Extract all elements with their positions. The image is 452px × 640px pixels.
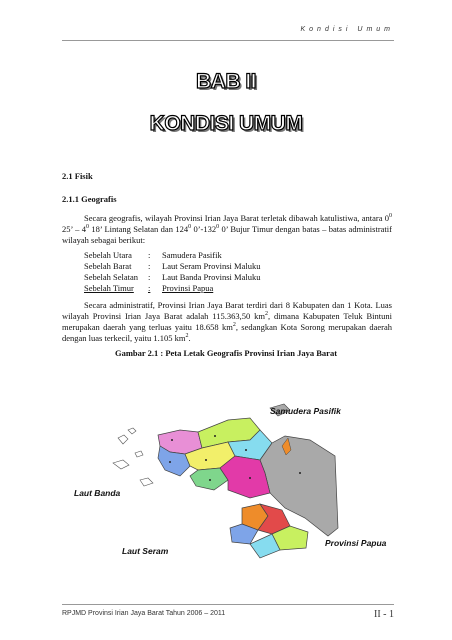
running-header: Kondisi Umum bbox=[300, 26, 394, 33]
figure-caption: Gambar 2.1 : Peta Letak Geografis Provinsi Irian Jaya Barat bbox=[114, 348, 338, 358]
island-raja-ampat-north bbox=[128, 428, 136, 434]
island-raja-ampat-north bbox=[118, 435, 128, 444]
subsection-heading: 2.1.1 Geografis bbox=[62, 194, 117, 204]
island-raja-ampat bbox=[113, 460, 129, 469]
chapter-title: KONDISI UMUM bbox=[149, 112, 303, 135]
page-number: II - 1 bbox=[374, 609, 394, 620]
footer-text: RPJMD Provinsi Irian Jaya Barat Tahun 2006 – 2011 bbox=[62, 610, 226, 617]
map-label-north: Samudera Pasifik bbox=[270, 406, 341, 416]
town-marker bbox=[169, 461, 171, 463]
town-marker bbox=[245, 449, 247, 451]
town-marker bbox=[205, 459, 207, 461]
border-row: Sebelah Barat : Laut Seram Provinsi Maluku bbox=[84, 261, 261, 271]
town-marker bbox=[299, 472, 301, 474]
chapter-number: BAB II bbox=[196, 70, 256, 93]
border-row: Sebelah Selatan : Laut Banda Provinsi Maluku bbox=[84, 272, 261, 282]
island-raja-ampat-mid bbox=[135, 451, 143, 457]
town-marker bbox=[249, 477, 251, 479]
town-marker bbox=[209, 479, 211, 481]
paragraph-administratif: Secara administratif, Provinsi Irian Jaya Barat terdiri dari 8 Kabupaten dan 1 Kota. Luas wilayah Provinsi Irian Jaya Barat adalah 115.363,50 $km^2$, dimana Kabupaten Teluk Bintuni merupakan daerah yang terluas yaitu 18.658 $km^2$, sedangkan Kota Sorong merupakan daerah dengan luas terkecil, yaitu 1.105 $km^2$. bbox=[62, 300, 392, 343]
map-label-laut-seram: Laut Seram bbox=[122, 546, 169, 556]
town-marker bbox=[214, 435, 216, 437]
map-label-laut-banda: Laut Banda bbox=[74, 488, 121, 498]
paragraph-geografis: Secara geografis, wilayah Provinsi Irian Jaya Barat terletak dibawah katulistiwa, antara $0^0$ 25’ – $4^0$ 18’ Lintang Selatan dan $124^0$ $0’-132^0$ 0’ Bujur Timur dengan batas – batas administratif wilayah sebagai berikut: bbox=[62, 213, 392, 245]
island-misool bbox=[140, 478, 153, 486]
border-list bbox=[84, 250, 260, 294]
footer-rule bbox=[62, 604, 394, 605]
map-label-papua: Provinsi Papua bbox=[325, 538, 387, 548]
section-heading: 2.1 Fisik bbox=[62, 171, 93, 181]
border-row: Sebelah Timur : Provinsi Papua bbox=[84, 283, 214, 293]
header-rule bbox=[62, 40, 394, 41]
town-marker bbox=[171, 439, 173, 441]
border-row: Sebelah Utara : Samudera Pasifik bbox=[84, 250, 222, 260]
